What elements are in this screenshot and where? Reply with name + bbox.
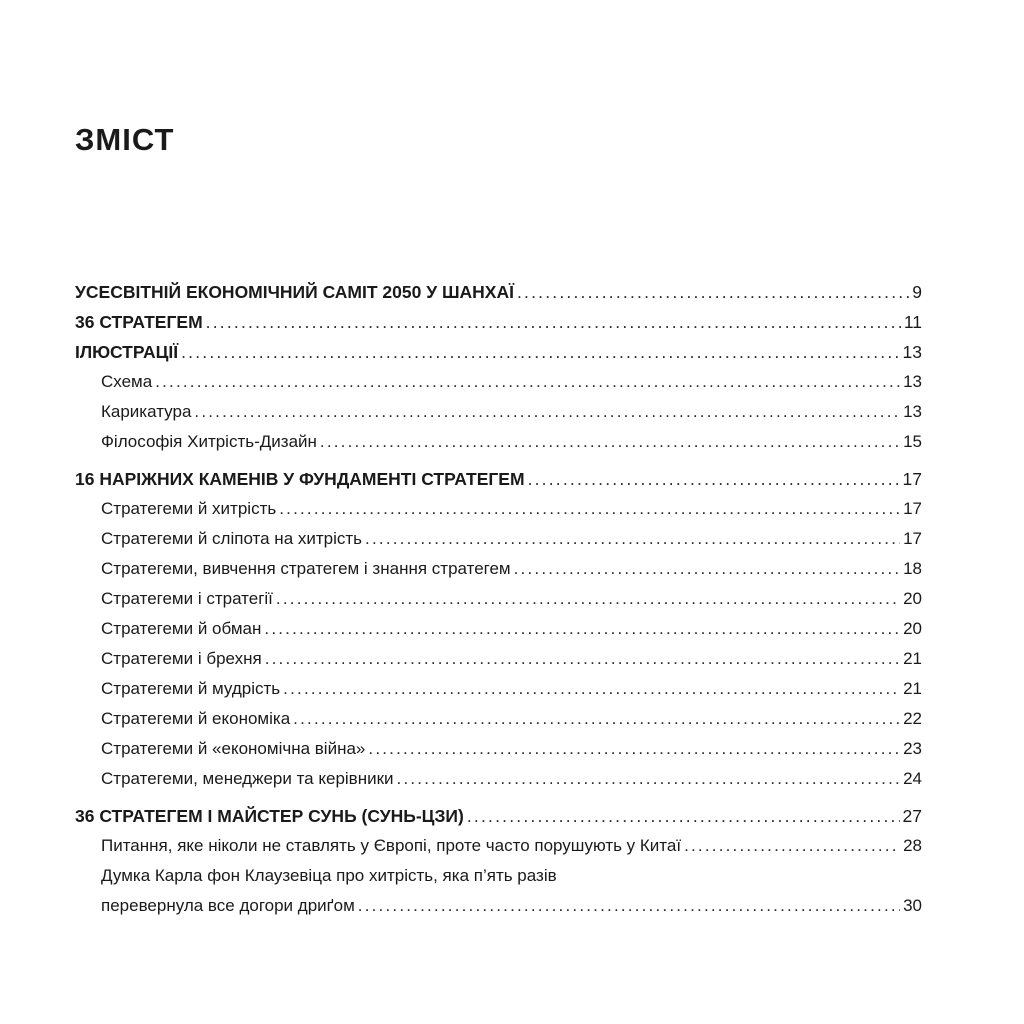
toc-entry-page: 23 [903, 739, 922, 758]
toc-entry-page: 20 [903, 589, 922, 608]
toc-entry-title: Стратегеми й обман [101, 619, 262, 638]
toc-entry-title: Стратегеми, менеджери та керівники [101, 769, 394, 788]
toc-subentry [75, 367, 922, 397]
dot-leader [320, 427, 900, 457]
toc-subentry [75, 764, 922, 794]
toc-entry-title: Стратегеми й мудрість [101, 679, 281, 698]
toc-entry-page: 18 [903, 559, 922, 578]
toc-entry-title: Схема [101, 372, 153, 391]
toc-entry-page: 17 [902, 469, 922, 489]
toc-section-entry [75, 307, 922, 337]
toc-entry-page: 20 [903, 619, 922, 638]
toc-entry-page: 21 [903, 649, 922, 668]
toc-entry-title: Стратегеми й економіка [101, 709, 291, 728]
toc-entry-title: Стратегеми, вивчення стратегем і знання стратегем [101, 559, 511, 578]
page-title: ЗМІСТ [75, 122, 175, 157]
toc-subentry-multiline [75, 861, 922, 921]
toc-entry-title: 16 НАРІЖНИХ КАМЕНІВ У ФУНДАМЕНТІ СТРАТЕГЕМ [75, 469, 525, 489]
dot-leader [181, 337, 899, 367]
dot-leader [155, 367, 900, 397]
toc-entry-page: 21 [903, 679, 922, 698]
toc-entry-page: 13 [903, 402, 922, 421]
toc-subentry [75, 734, 922, 764]
toc-entry-title: Філософія Хитрість-Дизайн [101, 432, 317, 451]
dot-leader [467, 801, 900, 831]
toc-entry-page: 24 [903, 769, 922, 788]
toc-entry-page: 17 [903, 499, 922, 518]
toc-entry-title: УСЕСВІТНІЙ ЕКОНОМІЧНИЙ САМІТ 2050 У ШАНХАЇ [75, 282, 514, 302]
toc-section-entry [75, 277, 922, 307]
dot-leader [528, 464, 900, 494]
toc-entry-page: 13 [903, 372, 922, 391]
table-of-contents [75, 277, 922, 921]
toc-entry-page: 13 [902, 342, 922, 362]
dot-leader [194, 397, 900, 427]
toc-entry-title: Стратегеми й хитрість [101, 499, 277, 518]
dot-leader [368, 734, 900, 764]
toc-subentry [75, 614, 922, 644]
toc-subentry [75, 524, 922, 554]
toc-entry-title: 36 СТРАТЕГЕМ І МАЙСТЕР СУНЬ (СУНЬ-ЦЗИ) [75, 806, 464, 826]
toc-section-entry [75, 337, 922, 367]
toc-entry-title: Стратегеми й «економічна війна» [101, 739, 366, 758]
toc-subentry [75, 644, 922, 674]
dot-leader [517, 277, 909, 307]
toc-subentry [75, 584, 922, 614]
dot-leader [684, 831, 900, 861]
toc-subentry [75, 674, 922, 704]
toc-subentry [75, 704, 922, 734]
toc-entry-title: Карикатура [101, 402, 192, 421]
dot-leader [365, 524, 900, 554]
toc-section-entry [75, 801, 922, 831]
toc-entry-title: Стратегеми і брехня [101, 649, 262, 668]
toc-entry-title-line1: Думка Карла фон Клаузевіца про хитрість, яка п’ять разів [101, 866, 557, 885]
toc-entry-page: 9 [912, 282, 922, 302]
toc-entry-title-line2: перевернула все догори дриґом [101, 896, 355, 915]
dot-leader [279, 494, 900, 524]
toc-entry-page: 22 [903, 709, 922, 728]
dot-leader [283, 674, 900, 704]
toc-entry-title: Стратегеми й сліпота на хитрість [101, 529, 363, 548]
toc-subentry [75, 494, 922, 524]
toc-entry-page: 17 [903, 529, 922, 548]
toc-subentry [75, 554, 922, 584]
dot-leader [514, 554, 900, 584]
dot-leader [206, 307, 901, 337]
dot-leader [265, 644, 900, 674]
toc-entry-last-line [101, 891, 922, 921]
dot-leader [397, 764, 901, 794]
toc-entry-title: ІЛЮСТРАЦІЇ [75, 342, 179, 362]
dot-leader [264, 614, 900, 644]
toc-entry-page: 11 [903, 312, 922, 332]
dot-leader [293, 704, 900, 734]
toc-subentry [75, 427, 922, 457]
toc-section-entry [75, 464, 922, 494]
toc-entry-page: 28 [903, 836, 922, 855]
toc-entry-page: 15 [903, 432, 922, 451]
toc-entry-title: Стратегеми і стратегії [101, 589, 273, 608]
dot-leader [276, 584, 900, 614]
toc-entry-title: 36 СТРАТЕГЕМ [75, 312, 203, 332]
toc-subentry [75, 831, 922, 861]
dot-leader [358, 891, 900, 921]
toc-entry-page: 30 [903, 896, 922, 915]
toc-entry-page: 27 [902, 806, 922, 826]
toc-entry-title: Питання, яке ніколи не ставлять у Європі, проте часто порушують у Китаї [101, 836, 682, 855]
toc-subentry [75, 397, 922, 427]
